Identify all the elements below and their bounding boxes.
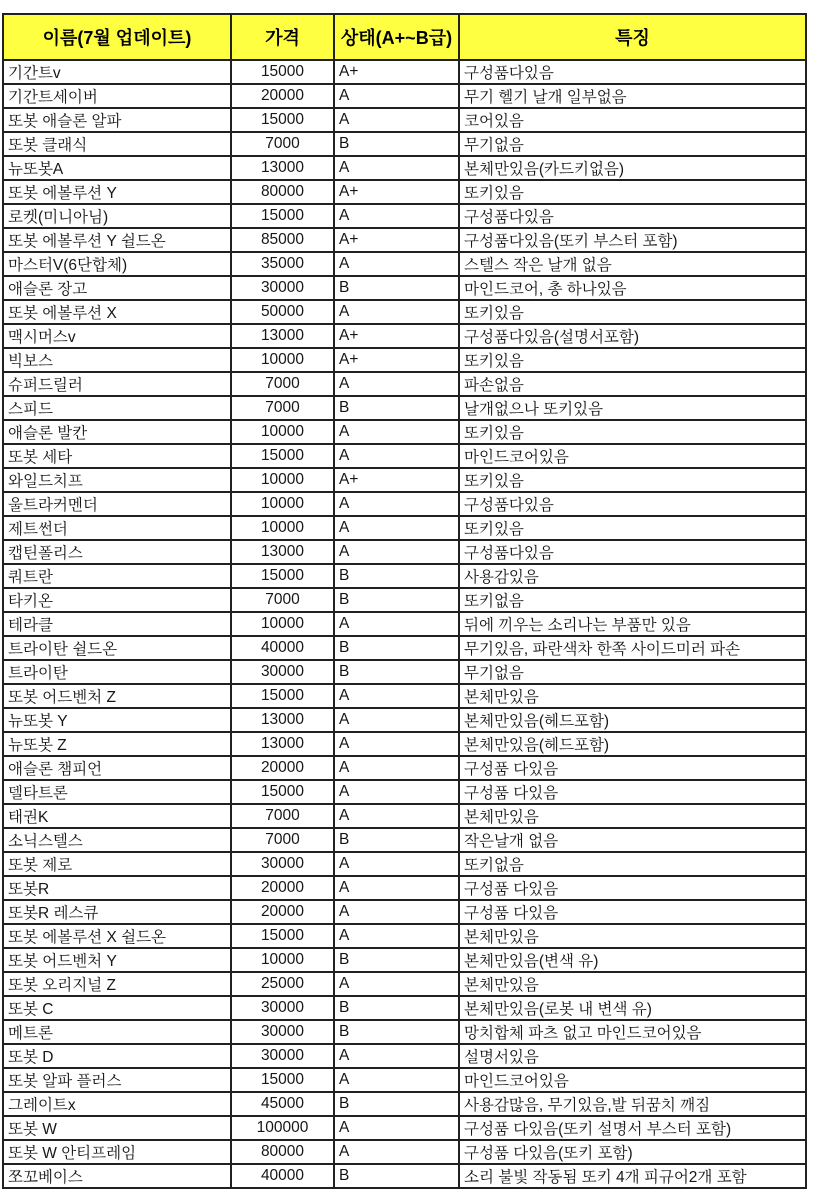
- name-cell: 또봇R: [3, 876, 231, 900]
- name-cell: 또봇 세타: [3, 444, 231, 468]
- feature-cell: 마인드코어, 총 하나있음: [459, 276, 806, 300]
- name-cell: 또봇 에볼루션 X 쉴드온: [3, 924, 231, 948]
- feature-cell: 본체만있음: [459, 924, 806, 948]
- grade-cell: A: [334, 708, 459, 732]
- price-cell: 85000: [231, 228, 334, 252]
- grade-cell: A: [334, 756, 459, 780]
- price-cell: 10000: [231, 420, 334, 444]
- price-cell: 7000: [231, 372, 334, 396]
- name-cell: 또봇 애슬론 알파: [3, 108, 231, 132]
- name-cell: 캡틴폴리스: [3, 540, 231, 564]
- name-cell: 또봇 C: [3, 996, 231, 1020]
- price-cell: 10000: [231, 948, 334, 972]
- name-cell: 기간트세이버: [3, 84, 231, 108]
- price-cell: 20000: [231, 876, 334, 900]
- table-row: [3, 1140, 806, 1164]
- grade-cell: A: [334, 732, 459, 756]
- grade-cell: B: [334, 996, 459, 1020]
- table-row: [3, 396, 806, 420]
- table-row: [3, 636, 806, 660]
- price-cell: 15000: [231, 444, 334, 468]
- name-cell: 또봇 에볼루션 X: [3, 300, 231, 324]
- name-cell: 울트라커멘더: [3, 492, 231, 516]
- price-cell: 45000: [231, 1092, 334, 1116]
- grade-cell: A: [334, 1140, 459, 1164]
- table-row: [3, 492, 806, 516]
- table-row: [3, 60, 806, 84]
- price-list-sheet: [2, 13, 807, 1189]
- name-cell: 마스터V(6단합체): [3, 252, 231, 276]
- table-row: [3, 996, 806, 1020]
- name-cell: 또봇 어드벤처 Z: [3, 684, 231, 708]
- price-cell: 20000: [231, 756, 334, 780]
- table-row: [3, 1068, 806, 1092]
- grade-cell: A: [334, 492, 459, 516]
- feature-cell: 마인드코어있음: [459, 1068, 806, 1092]
- grade-cell: A: [334, 252, 459, 276]
- grade-cell: A: [334, 684, 459, 708]
- table-row: [3, 300, 806, 324]
- table-row: [3, 468, 806, 492]
- grade-cell: A+: [334, 60, 459, 84]
- name-cell: 애슬론 발칸: [3, 420, 231, 444]
- price-cell: 13000: [231, 540, 334, 564]
- table-row: [3, 612, 806, 636]
- table-row: [3, 156, 806, 180]
- grade-cell: B: [334, 396, 459, 420]
- grade-cell: A: [334, 1116, 459, 1140]
- grade-cell: A+: [334, 468, 459, 492]
- price-cell: 20000: [231, 84, 334, 108]
- table-row: [3, 516, 806, 540]
- table-row: [3, 876, 806, 900]
- table-row: [3, 444, 806, 468]
- table-row: [3, 252, 806, 276]
- price-cell: 20000: [231, 900, 334, 924]
- feature-cell: 소리 불빛 작동됨 또키 4개 피규어2개 포함: [459, 1164, 806, 1188]
- grade-cell: A: [334, 540, 459, 564]
- table-row: [3, 564, 806, 588]
- grade-cell: B: [334, 132, 459, 156]
- header-row: [3, 14, 806, 60]
- table-row: [3, 204, 806, 228]
- name-cell: 뉴또봇 Z: [3, 732, 231, 756]
- grade-cell: A+: [334, 180, 459, 204]
- name-cell: 맥시머스v: [3, 324, 231, 348]
- grade-cell: A: [334, 204, 459, 228]
- grade-cell: A: [334, 972, 459, 996]
- price-cell: 15000: [231, 924, 334, 948]
- table-row: [3, 1020, 806, 1044]
- grade-cell: A: [334, 372, 459, 396]
- feature-cell: 뒤에 끼우는 소리나는 부품만 있음: [459, 612, 806, 636]
- table-row: [3, 660, 806, 684]
- price-cell: 15000: [231, 780, 334, 804]
- name-cell: 애슬론 챔피언: [3, 756, 231, 780]
- table-row: [3, 828, 806, 852]
- price-cell: 15000: [231, 204, 334, 228]
- feature-cell: 본체만있음(헤드포함): [459, 732, 806, 756]
- price-cell: 30000: [231, 1044, 334, 1068]
- name-cell: 뉴또봇A: [3, 156, 231, 180]
- name-cell: 쪼꼬베이스: [3, 1164, 231, 1188]
- table-row: [3, 420, 806, 444]
- feature-cell: 구성품다있음: [459, 540, 806, 564]
- price-cell: 15000: [231, 108, 334, 132]
- name-cell: 또봇 어드벤처 Y: [3, 948, 231, 972]
- price-cell: 10000: [231, 612, 334, 636]
- feature-cell: 본체만있음: [459, 972, 806, 996]
- table-header: [3, 14, 806, 60]
- grade-cell: A: [334, 804, 459, 828]
- grade-cell: B: [334, 276, 459, 300]
- grade-cell: A: [334, 108, 459, 132]
- table-row: [3, 1092, 806, 1116]
- grade-cell: A+: [334, 348, 459, 372]
- feature-cell: 구성품 다있음: [459, 876, 806, 900]
- feature-cell: 무기 헬기 날개 일부없음: [459, 84, 806, 108]
- grade-cell: A+: [334, 324, 459, 348]
- name-cell: 태권K: [3, 804, 231, 828]
- name-cell: 또봇 에볼루션 Y 쉴드온: [3, 228, 231, 252]
- price-cell: 10000: [231, 348, 334, 372]
- name-cell: 또봇 에볼루션 Y: [3, 180, 231, 204]
- price-cell: 7000: [231, 588, 334, 612]
- name-cell: 소닉스텔스: [3, 828, 231, 852]
- table-row: [3, 972, 806, 996]
- name-cell: 델타트론: [3, 780, 231, 804]
- price-cell: 13000: [231, 732, 334, 756]
- grade-cell: A: [334, 876, 459, 900]
- name-cell: 와일드치프: [3, 468, 231, 492]
- grade-cell: B: [334, 660, 459, 684]
- price-cell: 7000: [231, 828, 334, 852]
- feature-cell: 또키있음: [459, 348, 806, 372]
- name-cell: 스피드: [3, 396, 231, 420]
- price-cell: 13000: [231, 324, 334, 348]
- table-row: [3, 132, 806, 156]
- feature-cell: 또키있음: [459, 516, 806, 540]
- table-row: [3, 372, 806, 396]
- feature-cell: 스텔스 작은 날개 없음: [459, 252, 806, 276]
- table-row: [3, 1116, 806, 1140]
- grade-cell: A: [334, 444, 459, 468]
- header-price: 가격: [231, 14, 334, 60]
- grade-cell: B: [334, 1020, 459, 1044]
- feature-cell: 본체만있음(변색 유): [459, 948, 806, 972]
- feature-cell: 설명서있음: [459, 1044, 806, 1068]
- grade-cell: B: [334, 1092, 459, 1116]
- name-cell: 뉴또봇 Y: [3, 708, 231, 732]
- feature-cell: 구성품다있음: [459, 492, 806, 516]
- grade-cell: A: [334, 780, 459, 804]
- table-row: [3, 348, 806, 372]
- name-cell: 또봇R 레스큐: [3, 900, 231, 924]
- table-row: [3, 900, 806, 924]
- feature-cell: 구성품 다있음: [459, 756, 806, 780]
- grade-cell: A: [334, 156, 459, 180]
- price-cell: 100000: [231, 1116, 334, 1140]
- grade-cell: A: [334, 900, 459, 924]
- price-cell: 40000: [231, 1164, 334, 1188]
- header-name: 이름(7월 업데이트): [3, 14, 231, 60]
- name-cell: 기간트v: [3, 60, 231, 84]
- grade-cell: A: [334, 300, 459, 324]
- header-grade: 상태(A+~B급): [334, 14, 459, 60]
- name-cell: 또봇 알파 플러스: [3, 1068, 231, 1092]
- feature-cell: 날개없으나 또키있음: [459, 396, 806, 420]
- price-cell: 35000: [231, 252, 334, 276]
- feature-cell: 구성품 다있음(또키 포함): [459, 1140, 806, 1164]
- name-cell: 트라이탄: [3, 660, 231, 684]
- price-cell: 15000: [231, 564, 334, 588]
- price-cell: 25000: [231, 972, 334, 996]
- name-cell: 애슬론 장고: [3, 276, 231, 300]
- grade-cell: A: [334, 1044, 459, 1068]
- name-cell: 쿼트란: [3, 564, 231, 588]
- grade-cell: A: [334, 516, 459, 540]
- feature-cell: 구성품다있음(설명서포함): [459, 324, 806, 348]
- feature-cell: 구성품다있음: [459, 60, 806, 84]
- table-row: [3, 948, 806, 972]
- feature-cell: 또키없음: [459, 588, 806, 612]
- feature-cell: 무기없음: [459, 660, 806, 684]
- feature-cell: 또키있음: [459, 180, 806, 204]
- table-row: [3, 108, 806, 132]
- table-row: [3, 276, 806, 300]
- table-row: [3, 708, 806, 732]
- name-cell: 또봇 W 안티프레임: [3, 1140, 231, 1164]
- table-row: [3, 588, 806, 612]
- header-feature: 특징: [459, 14, 806, 60]
- grade-cell: A: [334, 612, 459, 636]
- table-row: [3, 780, 806, 804]
- feature-cell: 무기없음: [459, 132, 806, 156]
- feature-cell: 무기있음, 파란색차 한쪽 사이드미러 파손: [459, 636, 806, 660]
- price-cell: 10000: [231, 516, 334, 540]
- price-cell: 80000: [231, 180, 334, 204]
- table-row: [3, 540, 806, 564]
- name-cell: 또봇 제로: [3, 852, 231, 876]
- name-cell: 타키온: [3, 588, 231, 612]
- table-row: [3, 1164, 806, 1188]
- table-row: [3, 804, 806, 828]
- table-row: [3, 84, 806, 108]
- grade-cell: B: [334, 636, 459, 660]
- price-cell: 30000: [231, 276, 334, 300]
- feature-cell: 구성품 다있음(또키 설명서 부스터 포함): [459, 1116, 806, 1140]
- name-cell: 또봇 W: [3, 1116, 231, 1140]
- feature-cell: 본체만있음(카드키없음): [459, 156, 806, 180]
- feature-cell: 망치합체 파츠 없고 마인드코어있음: [459, 1020, 806, 1044]
- table-row: [3, 924, 806, 948]
- grade-cell: A: [334, 420, 459, 444]
- feature-cell: 파손없음: [459, 372, 806, 396]
- price-cell: 80000: [231, 1140, 334, 1164]
- name-cell: 메트론: [3, 1020, 231, 1044]
- name-cell: 로켓(미니아님): [3, 204, 231, 228]
- feature-cell: 또키있음: [459, 420, 806, 444]
- feature-cell: 구성품 다있음: [459, 780, 806, 804]
- price-cell: 40000: [231, 636, 334, 660]
- name-cell: 또봇 클래식: [3, 132, 231, 156]
- name-cell: 또봇 오리지널 Z: [3, 972, 231, 996]
- grade-cell: B: [334, 588, 459, 612]
- feature-cell: 구성품다있음(또키 부스터 포함): [459, 228, 806, 252]
- feature-cell: 구성품다있음: [459, 204, 806, 228]
- feature-cell: 마인드코어있음: [459, 444, 806, 468]
- table-row: [3, 1044, 806, 1068]
- feature-cell: 구성품 다있음: [459, 900, 806, 924]
- price-cell: 15000: [231, 684, 334, 708]
- price-cell: 10000: [231, 468, 334, 492]
- price-cell: 7000: [231, 132, 334, 156]
- grade-cell: A: [334, 852, 459, 876]
- feature-cell: 또키있음: [459, 300, 806, 324]
- table-row: [3, 756, 806, 780]
- name-cell: 또봇 D: [3, 1044, 231, 1068]
- table-row: [3, 684, 806, 708]
- feature-cell: 사용감많음, 무기있음,발 뒤꿈치 깨짐: [459, 1092, 806, 1116]
- price-table: [2, 13, 807, 1189]
- table-row: [3, 852, 806, 876]
- feature-cell: 또키있음: [459, 468, 806, 492]
- name-cell: 트라이탄 쉴드온: [3, 636, 231, 660]
- grade-cell: B: [334, 1164, 459, 1188]
- grade-cell: B: [334, 828, 459, 852]
- price-cell: 15000: [231, 60, 334, 84]
- table-row: [3, 732, 806, 756]
- price-cell: 30000: [231, 1020, 334, 1044]
- name-cell: 제트썬더: [3, 516, 231, 540]
- price-cell: 30000: [231, 996, 334, 1020]
- feature-cell: 본체만있음: [459, 804, 806, 828]
- feature-cell: 본체만있음(헤드포함): [459, 708, 806, 732]
- grade-cell: A: [334, 924, 459, 948]
- feature-cell: 코어있음: [459, 108, 806, 132]
- price-cell: 10000: [231, 492, 334, 516]
- name-cell: 테라클: [3, 612, 231, 636]
- name-cell: 슈퍼드릴러: [3, 372, 231, 396]
- table-row: [3, 324, 806, 348]
- price-cell: 30000: [231, 852, 334, 876]
- feature-cell: 본체만있음: [459, 684, 806, 708]
- table-body: [3, 60, 806, 1188]
- grade-cell: A: [334, 1068, 459, 1092]
- price-cell: 13000: [231, 156, 334, 180]
- price-cell: 50000: [231, 300, 334, 324]
- grade-cell: A: [334, 84, 459, 108]
- table-row: [3, 180, 806, 204]
- feature-cell: 사용감있음: [459, 564, 806, 588]
- price-cell: 15000: [231, 1068, 334, 1092]
- feature-cell: 작은날개 없음: [459, 828, 806, 852]
- feature-cell: 또키없음: [459, 852, 806, 876]
- table-row: [3, 228, 806, 252]
- name-cell: 그레이트x: [3, 1092, 231, 1116]
- name-cell: 빅보스: [3, 348, 231, 372]
- grade-cell: B: [334, 948, 459, 972]
- grade-cell: B: [334, 564, 459, 588]
- grade-cell: A+: [334, 228, 459, 252]
- price-cell: 7000: [231, 804, 334, 828]
- price-cell: 30000: [231, 660, 334, 684]
- price-cell: 7000: [231, 396, 334, 420]
- feature-cell: 본체만있음(로봇 내 변색 유): [459, 996, 806, 1020]
- price-cell: 13000: [231, 708, 334, 732]
